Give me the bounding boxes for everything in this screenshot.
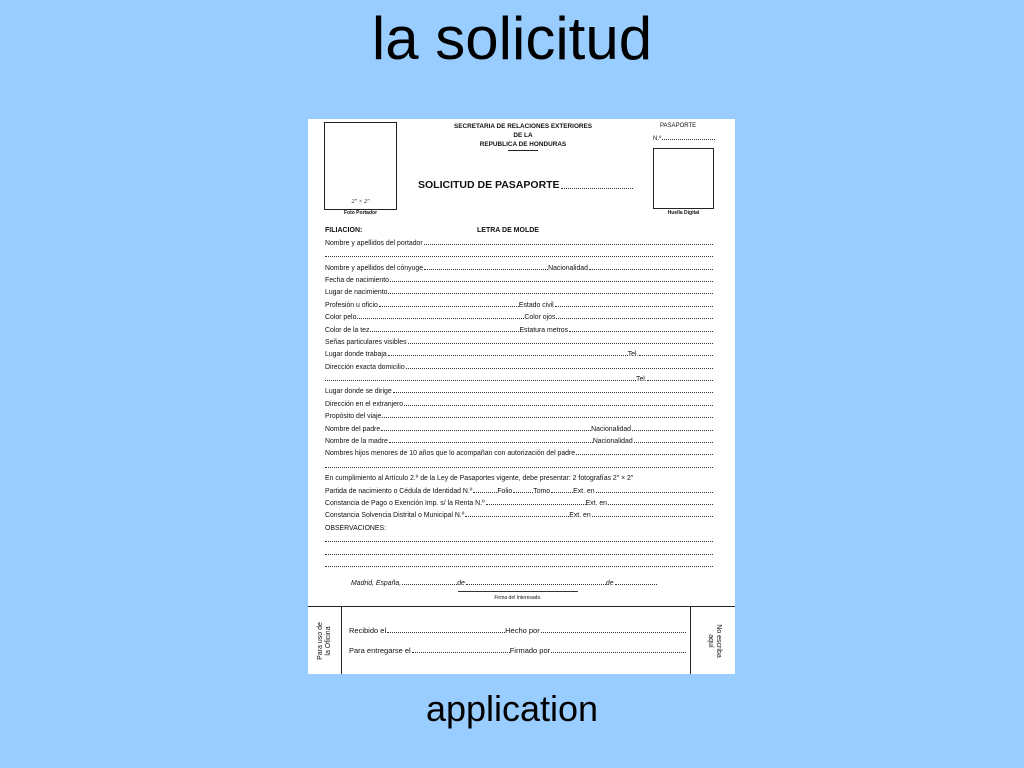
field-row-proposito [325, 408, 713, 420]
section-heading-row [325, 222, 713, 234]
field-label: Nacionalidad [591, 425, 631, 433]
office-row-recibido [349, 615, 686, 635]
tel-line [639, 354, 713, 356]
field-row-lugar-dirige [325, 383, 713, 395]
blank-line [325, 540, 713, 542]
year-line [615, 583, 657, 585]
field-label: Nombre de la madre [325, 438, 388, 446]
field-row-constancia-pago [325, 495, 713, 507]
form-fields [325, 222, 713, 587]
field-row-blank [325, 557, 713, 569]
entregarse-line [412, 651, 510, 653]
field-label: Tel. [636, 376, 647, 384]
field-label: Dirección en el extranjero [325, 400, 404, 408]
nacionalidad-line [634, 441, 713, 443]
letra-molde-heading: LETRA DE MOLDE [477, 227, 539, 235]
partida-line [473, 491, 497, 493]
ext-en-line [596, 491, 713, 493]
date-de-label: de [457, 579, 465, 587]
field-label: Constancia Solvencia Distrital o Municipal N.º [325, 512, 465, 520]
estatura-line [569, 330, 713, 332]
day-line [402, 583, 457, 585]
form-title [418, 179, 633, 191]
field-row-portador [325, 234, 713, 246]
date-row [325, 569, 713, 587]
header-line-3: REPUBLICA DE HONDURAS [479, 141, 567, 148]
field-label: Tel. [627, 351, 639, 359]
senas-line [408, 342, 713, 344]
field-label: Nombre y apellidos del cónyuge [325, 264, 424, 272]
field-row-tez-estatura [325, 321, 713, 333]
conyuge-line [424, 268, 548, 270]
firmado-por-label: Firmado por [509, 646, 551, 655]
blank-line [325, 553, 713, 555]
office-row-entregarse [349, 635, 686, 655]
field-row-cumplimiento [325, 470, 713, 482]
color-pelo-line [357, 317, 524, 319]
office-use-text: Para uso de la Oficina [316, 622, 332, 660]
blank-line [325, 565, 713, 567]
padre-line [381, 429, 591, 431]
fingerprint-box [653, 148, 714, 209]
ext-en-line [592, 515, 713, 517]
portador-line [424, 243, 713, 245]
field-label: Ext. en [569, 512, 591, 520]
cumplimiento-text: En cumplimiento al Artículo 2.º de la Ley de Pasaportes vigente, debe presentar: 2 fotografías 2" × 2" [325, 475, 634, 483]
madre-line [389, 441, 593, 443]
lugar-nacimiento-line [388, 292, 713, 294]
color-tez-line [370, 330, 519, 332]
field-row-observaciones [325, 519, 713, 531]
blank-line [325, 255, 713, 257]
field-row-blank [325, 532, 713, 544]
proposito-line [382, 416, 713, 418]
field-label: Fecha de nacimiento [325, 276, 389, 284]
nacionalidad-line [632, 429, 713, 431]
field-row-hijos [325, 445, 713, 457]
field-label: Lugar donde se dirige [325, 388, 392, 396]
field-row-pelo-ojos [325, 309, 713, 321]
field-label: Estado civil [518, 301, 554, 309]
constancia-pago-line [486, 503, 586, 505]
entregarse-label: Para entregarse el [349, 646, 411, 655]
field-row-profesion [325, 296, 713, 308]
signature-line [458, 590, 578, 592]
direccion-extranjero-line [404, 404, 713, 406]
office-use-section [308, 606, 735, 674]
month-line [466, 583, 606, 585]
field-row-constancia-solvencia [325, 507, 713, 519]
recibido-line [387, 631, 505, 633]
constancia-solvencia-line [465, 515, 569, 517]
office-rows [349, 615, 686, 655]
photo-size-label: 2" × 2" [351, 199, 370, 205]
signature-caption: Firma del Interesado. [494, 595, 542, 601]
firmado-por-line [551, 651, 686, 653]
field-row-madre [325, 433, 713, 445]
signature-block [458, 590, 578, 601]
field-row-blank [325, 457, 713, 469]
blank-line [325, 466, 713, 468]
nacionalidad-line [589, 268, 713, 270]
hecho-por-label: Hecho por [505, 626, 540, 635]
field-row-partida [325, 482, 713, 494]
passport-number-label: N.º [653, 136, 662, 142]
recibido-label: Recibido el [349, 626, 387, 635]
field-row-lugar-nacimiento [325, 284, 713, 296]
fecha-nacimiento-line [390, 280, 713, 282]
hijos-line [576, 453, 713, 455]
field-label: Nacionalidad [548, 264, 588, 272]
photo-caption: Foto Portador [343, 210, 378, 216]
field-row-senas [325, 334, 713, 346]
field-label: Profesión u oficio [325, 301, 378, 309]
profesion-line [379, 305, 519, 307]
photo-box [324, 122, 397, 210]
field-label: Color de la tez [325, 326, 370, 334]
office-use-side-label [308, 607, 342, 674]
field-label: Folio [497, 487, 513, 495]
field-label: Nombre del padre [325, 425, 381, 433]
field-label: Dirección exacta domicilio [325, 363, 405, 371]
lugar-trabajo-line [388, 354, 628, 356]
no-write-text: No escriba aquí [706, 624, 722, 658]
estado-civil-line [555, 305, 713, 307]
field-row-conyuge [325, 259, 713, 271]
field-label: Ext. en [585, 499, 608, 507]
field-label: Nombres hijos menores de 10 años que lo acompañan con autorización del padre [325, 450, 576, 458]
field-label: Lugar donde trabaja [325, 351, 387, 359]
header-line-1: SECRETARIA DE RELACIONES EXTERIORES [453, 123, 593, 130]
field-label: Lugar de nacimiento [325, 289, 388, 297]
field-label: Nombre y apellidos del portador [325, 239, 423, 247]
field-label: Color ojos [524, 314, 556, 322]
passport-application-form [308, 119, 735, 674]
field-row-domicilio-cont [325, 371, 713, 383]
ext-en-line [608, 503, 713, 505]
field-row-fecha-nacimiento [325, 272, 713, 284]
observaciones-label: OBSERVACIONES: [325, 524, 387, 532]
field-row-lugar-trabajo [325, 346, 713, 358]
passport-number-field [653, 136, 715, 142]
lugar-dirige-line [393, 391, 713, 393]
field-label: Señas particulares visibles [325, 338, 407, 346]
date-de-label: de [605, 579, 614, 587]
field-label: Estatura metros [519, 326, 569, 334]
slide-title: la solicitud [371, 5, 653, 72]
no-write-side-label [690, 607, 735, 674]
form-header [418, 122, 628, 151]
folio-line [513, 491, 533, 493]
slide-caption: application [425, 688, 599, 729]
header-line-2: DE LA [513, 132, 533, 139]
field-label: Color pelo [325, 314, 357, 322]
field-row-padre [325, 420, 713, 432]
fingerprint-caption: Huella Digital [667, 210, 700, 216]
filiacion-heading: FILIACION: [325, 227, 363, 235]
header-divider [508, 150, 538, 151]
date-place-label: Madrid, España, [351, 579, 402, 587]
color-ojos-line [556, 317, 713, 319]
field-label: Constancia de Pago o Exención Imp. s/ la Renta N.º [325, 499, 485, 507]
passport-label: PASAPORTE [660, 123, 697, 129]
field-row-direccion-extranjero [325, 395, 713, 407]
tomo-line [551, 491, 573, 493]
field-row-blank [325, 544, 713, 556]
hecho-por-line [541, 631, 686, 633]
tel-line [647, 379, 713, 381]
field-label: Ext. en [573, 487, 595, 495]
field-row-domicilio [325, 358, 713, 370]
field-row-blank [325, 247, 713, 259]
form-title-text: SOLICITUD DE PASAPORTE [418, 179, 560, 191]
field-label: Partida de nacimiento o Cédula de Identidad N.º [325, 487, 473, 495]
field-label: Nacionalidad [592, 438, 633, 446]
domicilio-line [406, 367, 713, 369]
field-label: Tomo [533, 487, 551, 495]
field-label: Propósito del viaje [325, 413, 382, 421]
blank-line [325, 379, 636, 381]
